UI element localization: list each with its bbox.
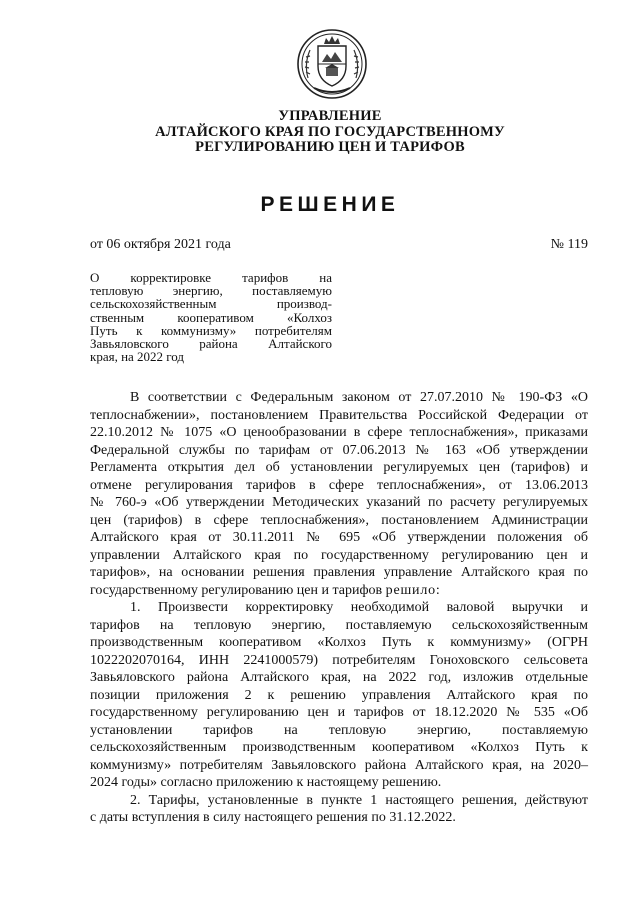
body-line: Регламента открытия дел об установлении регулируемых цен (тарифов) и [90, 460, 588, 475]
body-line: тарифов», на основании решения правления управление Алтайского края по [90, 565, 588, 580]
body-line: позиции приложения 2 к решению управления Алтайского края по [90, 687, 588, 703]
body-line: управлении Алтайского края по государственному регулированию цен и [90, 547, 588, 563]
subject-line: ственным кооперативом «Колхоз [90, 309, 332, 325]
body-line: с даты вступления в силу настоящего решения по 31.12.2022. [90, 810, 456, 825]
body-line: 2024 годы» согласно приложению к настоящему решению. [90, 775, 442, 790]
body-line: цен (тарифов) в сфере теплоснабжения», постановлением Администрации [90, 512, 588, 528]
subject-line: Завьяловского района Алтайского [90, 336, 332, 352]
body-line: 1. Произвести корректировку необходимой валовой выручки и [130, 600, 588, 615]
body-line: коммунизму» потребителям Завьяловского района Алтайского края, на 2020– [90, 757, 588, 773]
subject-line: тепловую энергию, поставляемую [90, 283, 332, 299]
organization-name [60, 109, 600, 156]
body-line: 22.10.2012 № 1075 «О ценообразовании в сфере теплоснабжения», приказами [90, 425, 588, 440]
body-line: государственному регулированию цен и тарифов от 18.12.2020 № 535 «Об [90, 705, 588, 720]
body-line: Завьяловского района Алтайского края, на 2022 год, изложив отдельные [90, 670, 588, 685]
body-line: производственным кооперативом «Колхоз Путь к коммунизму» (ОГРН [90, 635, 588, 650]
body-line-text: государственному регулированию цен и тарифов [90, 582, 386, 598]
subject-line: сельскохозяйственным производ- [90, 296, 332, 312]
document-title: РЕШЕНИЕ [260, 193, 400, 216]
subject-line: О корректировке тарифов на [90, 270, 332, 285]
body-line: В соответствии с Федеральным законом от 27.07.2010 № 190-ФЗ «О [130, 390, 588, 405]
body-line: установлении тарифов на тепловую энергию, поставляемую [90, 722, 588, 738]
document-body [90, 389, 588, 827]
body-line: сельскохозяйственным производственным кооперативом «Колхоз Путь к [90, 740, 588, 755]
subject-line: края, на 2022 год [90, 349, 185, 365]
body-line: 2. Тарифы, установленные в пункте 1 настоящего решения, действуют [130, 792, 588, 808]
body-line: Федеральной службы по тарифам от 07.06.2013 № 163 «Об утверждении [90, 442, 588, 458]
body-line: Алтайского края от 30.11.2011 № 695 «Об утверждении положения об [90, 530, 588, 545]
organization-line-2: АЛТАЙСКОГО КРАЯ ПО ГОСУДАРСТВЕННОМУ [155, 123, 505, 140]
coat-of-arms-emblem [296, 28, 368, 100]
body-line: № 760-э «Об утверждении Методических указаний по расчету регулируемых [90, 495, 588, 510]
body-line: теплоснабжении», постановлением Правительства Российской Федерации от [90, 407, 588, 423]
resolved-word: решило: [385, 582, 441, 598]
body-line-resolved [90, 582, 588, 600]
body-line: отмене регулирования тарифов в сфере теплоснабжения», от 13.06.2013 [90, 477, 588, 493]
subject-line: Путь к коммунизму» потребителям [90, 322, 332, 338]
organization-line-1: УПРАВЛЕНИЕ [278, 108, 382, 124]
document-date: от 06 октября 2021 года [90, 237, 231, 252]
document-subject [90, 271, 332, 363]
document-number: № 119 [550, 237, 588, 252]
body-line: тарифов на тепловую энергию, поставляемую сельскохозяйственным [90, 617, 588, 633]
body-line: 1022202070164, ИНН 2241000579) потребителям Гоноховского сельсовета [90, 652, 588, 668]
organization-line-3: РЕГУЛИРОВАНИЮ ЦЕН И ТАРИФОВ [195, 139, 465, 155]
